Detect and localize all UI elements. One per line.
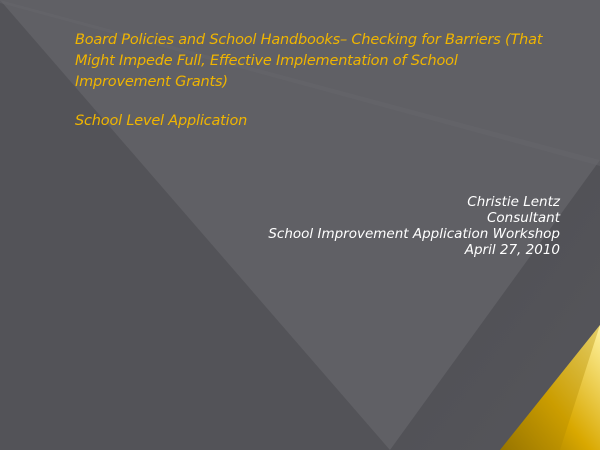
presenter-event: School Improvement Application Workshop xyxy=(268,226,560,242)
slide-title: Board Policies and School Handbooks– Checking for Barriers (That Might Impede Full, Effective Implementation of School Improvement Grants) xyxy=(75,32,543,90)
presenter-block xyxy=(268,194,560,258)
title-block xyxy=(75,30,555,132)
presenter-role: Consultant xyxy=(487,210,560,226)
presenter-date: April 27, 2010 xyxy=(464,242,560,258)
slide-subtitle: School Level Application xyxy=(75,113,248,129)
presenter-name: Christie Lentz xyxy=(467,194,560,210)
